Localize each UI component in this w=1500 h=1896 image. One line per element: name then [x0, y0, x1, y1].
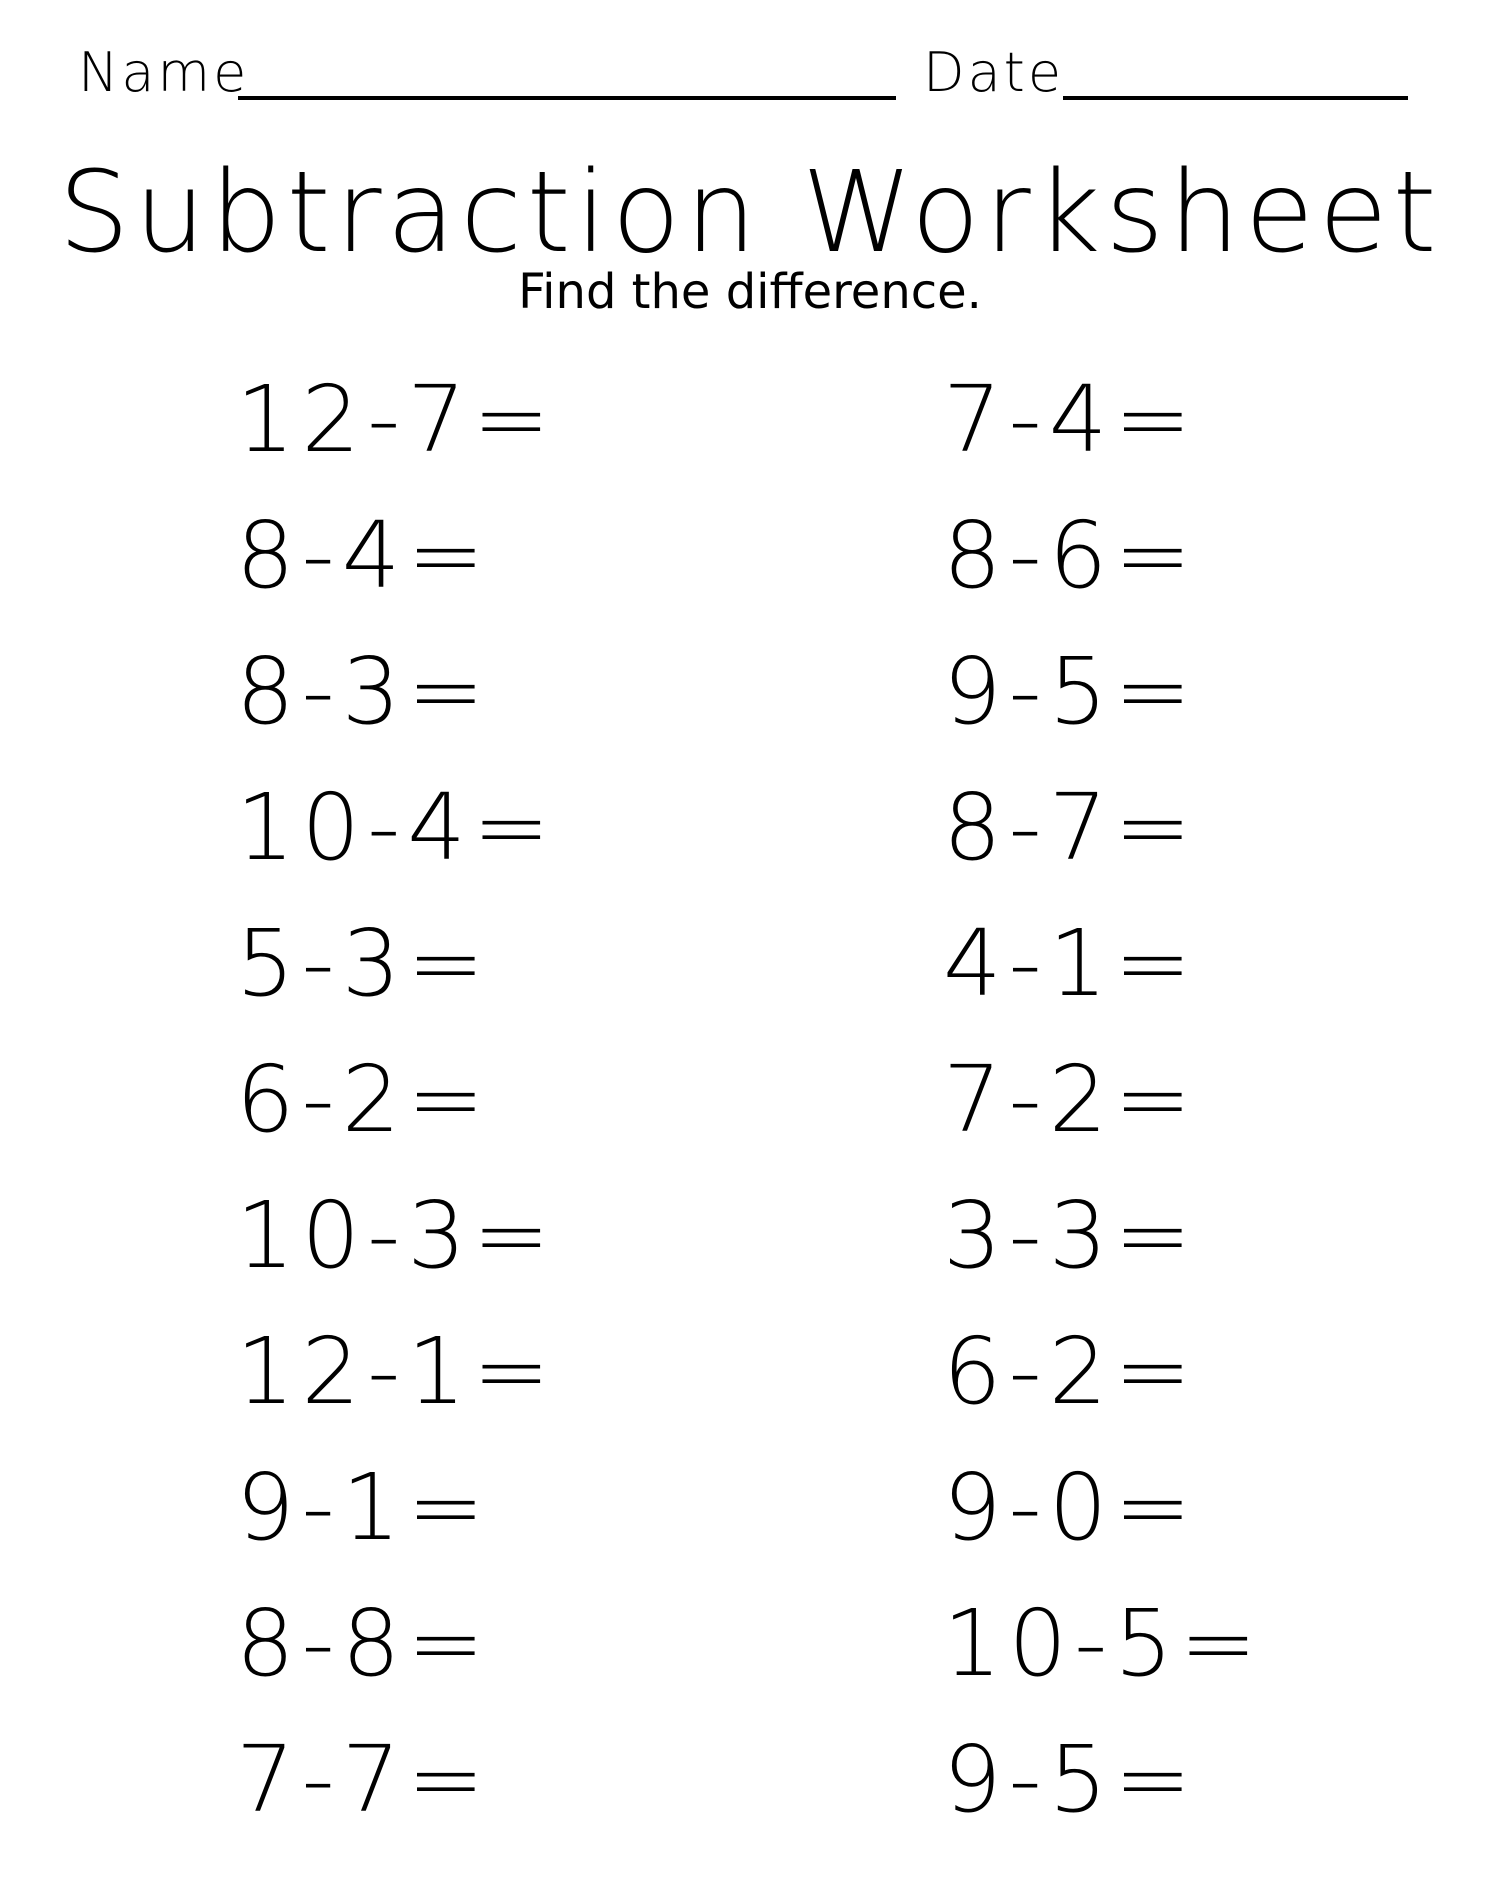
problem-left-9: 9-1= — [236, 1454, 492, 1561]
problem-left-4: 10-4= — [236, 774, 557, 881]
problem-right-1: 7-4= — [943, 366, 1199, 473]
problem-right-4: 8-7= — [943, 774, 1199, 881]
name-blank-line[interactable] — [238, 96, 896, 100]
problems-column-right — [943, 365, 1264, 1861]
problem-left-5: 5-3= — [236, 910, 492, 1017]
problem-right-3: 9-5= — [943, 638, 1199, 745]
problem-right-6: 7-2= — [943, 1046, 1199, 1153]
problem-left-6: 6-2= — [236, 1046, 492, 1153]
problem-right-11: 9-5= — [943, 1726, 1199, 1833]
problem-right-7: 3-3= — [943, 1182, 1199, 1289]
problems-column-left — [236, 365, 557, 1861]
problem-left-3: 8-3= — [236, 638, 492, 745]
problem-left-8: 12-1= — [236, 1318, 557, 1425]
problem-right-2: 8-6= — [943, 502, 1199, 609]
worksheet-title: Subtraction Worksheet — [58, 148, 1442, 278]
worksheet-instructions: Find the difference. — [518, 264, 982, 320]
problem-left-11: 7-7= — [236, 1726, 492, 1833]
problem-right-8: 6-2= — [943, 1318, 1199, 1425]
problem-right-5: 4-1= — [943, 910, 1199, 1017]
problem-left-10: 8-8= — [236, 1590, 492, 1697]
problem-left-7: 10-3= — [236, 1182, 557, 1289]
name-label: Name — [78, 41, 250, 104]
problem-right-9: 9-0= — [943, 1454, 1199, 1561]
date-blank-line[interactable] — [1063, 96, 1408, 100]
problem-right-10: 10-5= — [943, 1590, 1264, 1697]
problem-left-2: 8-4= — [236, 502, 492, 609]
date-label: Date — [923, 41, 1065, 104]
problem-left-1: 12-7= — [236, 366, 557, 473]
header-row — [78, 38, 1408, 108]
